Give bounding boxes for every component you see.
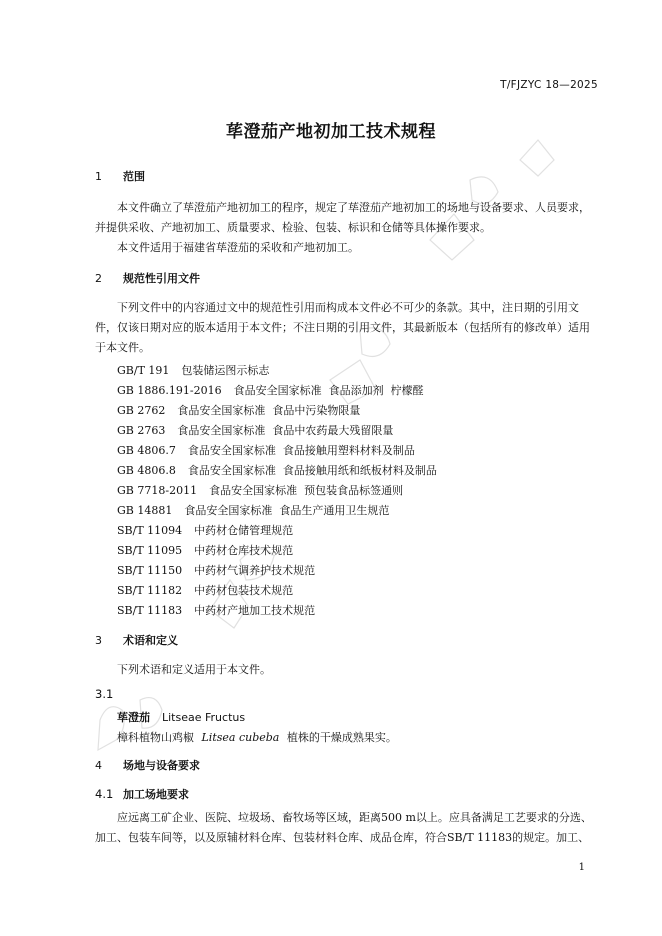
reference-item [117,482,403,498]
reference-item [117,442,415,458]
reference-item [117,542,293,558]
reference-title: 中药材仓储管理规范 [194,524,294,537]
definition-text-pre: 樟科植物山鸡椒 [117,731,194,744]
reference-item [117,402,360,418]
reference-title: 中药材产地加工技术规范 [194,604,316,617]
reference-item [117,422,393,438]
section-title: 术语和定义 [123,634,178,647]
reference-title: 中药材仓库技术规范 [194,544,294,557]
term-english: Litseae Fructus [162,711,246,724]
reference-code: GB 14881 [117,504,173,517]
reference-code: SB/T 11182 [117,584,183,597]
reference-item [117,562,315,578]
section-3-intro: 下列术语和定义适用于本文件。 [117,663,271,676]
definition-text-post: 植株的干燥成熟果实。 [286,731,397,744]
reference-item [117,522,293,538]
reference-item [117,462,437,478]
section-title: 范围 [123,170,145,183]
reference-title: 中药材包装技术规范 [194,584,294,597]
reference-title: 食品安全国家标准 食品生产通用卫生规范 [184,504,390,517]
section-number: 3 [95,634,102,647]
subsection-number: 4.1 [95,787,114,801]
term-chinese: 荜澄茄 [117,711,150,724]
reference-code: GB 7718-2011 [117,484,198,497]
section-number: 2 [95,272,102,285]
section-number: 4 [95,759,102,772]
reference-title: 食品安全国家标准 食品中污染物限量 [177,404,361,417]
reference-item [117,582,293,598]
reference-code: GB 2762 [117,404,166,417]
term-entry [117,709,245,725]
section-2-intro: 下列文件中的内容通过文中的规范性引用而构成本文件必不可少的条款。其中，注日期的引用文件，仅该日期对应的版本适用于本文件；不注日期的引用文件，其最新版本（包括所有的修改单）适用于本文件。 [95,301,590,354]
subsection-4-1-paragraph: 应远离工矿企业、医院、垃圾场、畜牧场等区域，距离500 m以上。应具备满足工艺要求的分选、加工、包装车间等，以及原辅材料仓库、包装材料仓库、成品仓库，符合SB/T 11183的规定。加工、 [95,811,592,844]
reference-code: SB/T 11095 [117,544,183,557]
reference-code: GB 1886.191-2016 [117,384,222,397]
reference-title: 中药材气调养护技术规范 [194,564,316,577]
reference-code: GB/T 191 [117,364,170,377]
reference-title: 食品安全国家标准 预包装食品标签通则 [209,484,404,497]
section-1-paragraph-2: 本文件适用于福建省荜澄茄的采收和产地初加工。 [117,241,359,254]
reference-title: 包装储运图示标志 [181,364,270,377]
reference-code: GB 4806.7 [117,444,176,457]
reference-item [117,382,424,398]
term-definition [117,729,397,745]
document-title: 荜澄茄产地初加工技术规程 [226,122,436,142]
reference-code: GB 4806.8 [117,464,176,477]
section-title: 场地与设备要求 [123,759,200,772]
reference-code: SB/T 11183 [117,604,183,617]
section-title: 规范性引用文件 [123,272,200,285]
section-1-heading [95,168,145,184]
reference-title: 食品安全国家标准 食品接触用纸和纸板材料及制品 [187,464,437,477]
reference-title: 食品安全国家标准 食品中农药最大残留限量 [177,424,394,437]
document-code: T/FJZYC 18—2025 [500,79,598,91]
definition-latin-name: Litsea cubeba [201,731,280,744]
section-number: 1 [95,170,102,183]
reference-item [117,602,315,618]
page-number: 1 [578,862,585,873]
section-4-heading [95,757,200,773]
subsection-4-1-heading [95,786,189,802]
section-2-heading [95,270,200,286]
reference-title: 食品安全国家标准 食品添加剂 柠檬醛 [233,384,424,397]
section-1-paragraph-1: 本文件确立了荜澄茄产地初加工的程序，规定了荜澄茄产地初加工的场地与设备要求、人员要求，并提供采收、产地初加工、质量要求、检验、包装、标识和仓储等具体操作要求。 [95,201,590,234]
reference-code: GB 2763 [117,424,166,437]
reference-item [117,362,269,378]
reference-title: 食品安全国家标准 食品接触用塑料材料及制品 [187,444,415,457]
reference-code: SB/T 11094 [117,524,183,537]
term-number: 3.1 [95,687,114,701]
subsection-title: 加工场地要求 [123,788,189,801]
reference-code: SB/T 11150 [117,564,183,577]
reference-item [117,502,389,518]
section-3-heading [95,632,178,648]
